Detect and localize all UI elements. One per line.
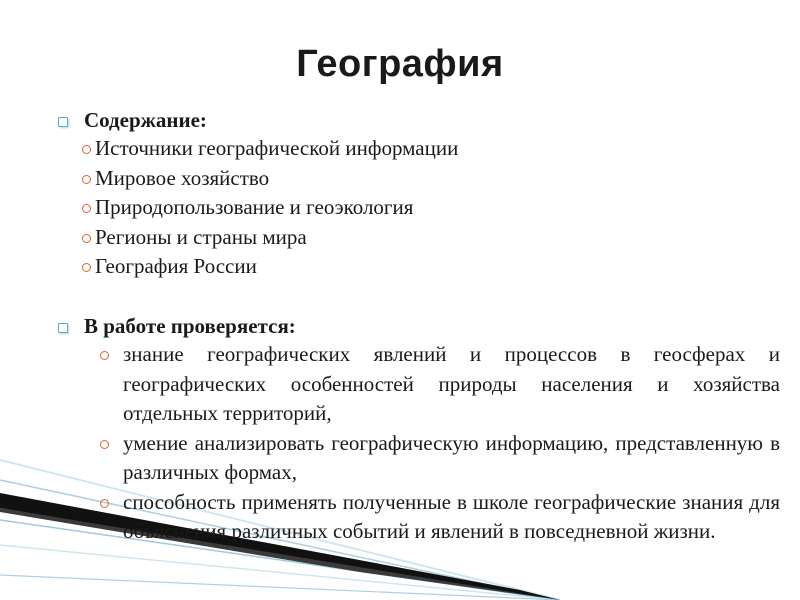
check-heading-text: В работе проверяется: — [84, 314, 296, 338]
circle-bullet-icon — [100, 440, 109, 449]
list-item — [82, 223, 642, 253]
list-item-text: География России — [95, 254, 257, 278]
list-item — [82, 252, 642, 282]
list-item-text: способность применять полученные в школе географические знания для объяснения различных событий и явлений в повседневной жизни. — [123, 489, 780, 543]
list-item-text: умение анализировать географическую информацию, представленную в различных формах, — [123, 430, 780, 484]
circle-bullet-icon — [82, 145, 91, 154]
circle-bullet-icon — [82, 175, 91, 184]
content-list — [82, 134, 642, 282]
list-item — [100, 429, 780, 488]
circle-bullet-icon — [82, 234, 91, 243]
circle-bullet-icon — [82, 204, 91, 213]
list-item-text: Регионы и страны мира — [95, 224, 307, 249]
content-heading-text: Содержание: — [84, 108, 207, 132]
list-item — [100, 488, 780, 547]
circle-bullet-icon — [100, 351, 109, 360]
square-bullet-icon — [58, 323, 68, 333]
circle-bullet-icon — [82, 263, 91, 272]
list-item-text: знание географических явлений и процессов в геосферах и географических особенностей природы населения и хозяйства отдельных территорий, — [123, 342, 780, 425]
list-item — [82, 164, 642, 194]
list-item-text: Природопользование и геоэкология — [95, 195, 414, 219]
list-item-text: Источники географической информации — [95, 136, 459, 160]
check-section-heading — [58, 313, 296, 339]
list-item — [100, 340, 780, 429]
content-section-heading — [58, 107, 207, 133]
list-item — [82, 193, 642, 223]
square-bullet-icon — [58, 117, 68, 127]
list-item — [82, 134, 642, 164]
circle-bullet-icon — [100, 499, 109, 508]
list-item-text: Мировое хозяйство — [95, 165, 270, 190]
slide-title: География — [296, 43, 504, 85]
check-list — [100, 340, 780, 547]
